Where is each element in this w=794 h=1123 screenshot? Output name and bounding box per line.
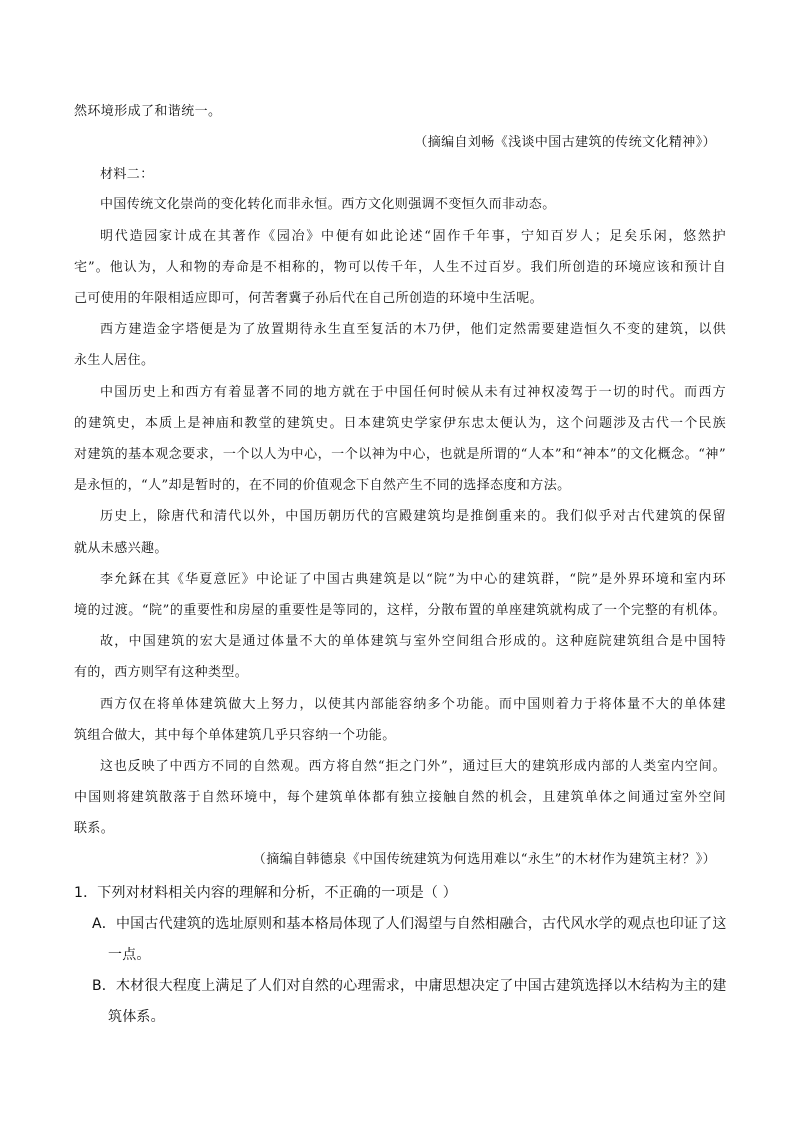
paragraph-line: 西方建造金字塔便是为了放置期待永生直至复活的木乃伊，他们定然需要建造恒久不变的建筑，以供 bbox=[100, 322, 726, 337]
paragraph-line: 己可使用的年限相适应即可，何苦奢冀子孙后代在自己所创造的环境中生活呢。 bbox=[74, 291, 544, 306]
paragraph-line: 是永恒的，“人”却是暂时的，在不同的价值观念下自然产生不同的选择态度和方法。 bbox=[74, 478, 571, 493]
paragraph-line: 然环境形成了和谐统一。 bbox=[74, 104, 222, 119]
paragraph-line: 境的过渡。“院”的重要性和房屋的重要性是等同的，这样，分散布置的单座建筑就构成了一个完整的有机体。 bbox=[74, 603, 726, 618]
paragraph-line: 明代造园家计成在其著作《园冶》中便有如此论述“固作千年事，宁知百岁人；足矣乐闲，悠然护 bbox=[100, 229, 726, 244]
source-citation: （摘编自刘畅《浅谈中国古建筑的传统文化精神》） bbox=[414, 135, 716, 150]
paragraph-line: 联系。 bbox=[74, 821, 115, 836]
option-b-line: B．木材很大程度上满足了人们对自然的心理需求，中庸思想决定了中国古建筑选择以木结构为主的建 bbox=[92, 978, 727, 994]
paragraph-line: 中国则将建筑散落于自然环境中，每个建筑单体都有独立接触自然的机会，且建筑单体之间通过室外空间 bbox=[74, 790, 726, 805]
paragraph-line: 西方仅在将单体建筑做大上努力，以使其内部能容纳多个功能。而中国则着力于将体量不大的单体建 bbox=[100, 697, 726, 712]
section-heading: 材料二： bbox=[100, 167, 154, 182]
source-citation: （摘编自韩德泉《中国传统建筑为何选用难以“永生”的木材作为建筑主材？》） bbox=[252, 852, 716, 867]
paragraph-line: 就从未感兴趣。 bbox=[74, 541, 168, 556]
option-a-line: 一点。 bbox=[108, 947, 151, 963]
paragraph-line: 有的，西方则罕有这种类型。 bbox=[74, 665, 249, 680]
paragraph-line: 对建筑的基本观念要求，一个以人为中心，一个以神为中心，也就是所谓的“人本”和“神本”的文化概念。“神” bbox=[74, 447, 726, 462]
paragraph-line: 李允鉌在其《华夏意匠》中论证了中国古典建筑是以“院”为中心的建筑群，“院”是外界环境和室内环 bbox=[100, 572, 726, 587]
question-stem: 1．下列对材料相关内容的理解和分析，不正确的一项是（ ） bbox=[74, 885, 457, 901]
paragraph-line: 这也反映了中西方不同的自然观。西方将自然“拒之门外”，通过巨大的建筑形成内部的人类室内空间。 bbox=[100, 759, 726, 774]
paragraph-line: 中国传统文化崇尚的变化转化而非永恒。西方文化则强调不变恒久而非动态。 bbox=[100, 197, 556, 212]
paragraph-line: 中国历史上和西方有着显著不同的地方就在于中国任何时候从未有过神权凌驾于一切的时代。而西方 bbox=[100, 385, 726, 400]
paragraph-line: 的建筑史，本质上是神庙和教堂的建筑史。日本建筑史学家伊东忠太便认为，这个问题涉及古代一个民族 bbox=[74, 416, 726, 431]
paragraph-line: 永生人居住。 bbox=[74, 353, 155, 368]
option-a-line: A．中国古代建筑的选址原则和基本格局体现了人们渴望与自然相融合，古代风水学的观点也印证了这 bbox=[92, 916, 727, 932]
option-b-line: 筑体系。 bbox=[108, 1009, 165, 1025]
paragraph-line: 筑组合做大，其中每个单体建筑几乎只容纳一个功能。 bbox=[74, 728, 396, 743]
paragraph-line: 故，中国建筑的宏大是通过体量不大的单体建筑与室外空间组合形成的。这种庭院建筑组合是中国特 bbox=[100, 634, 726, 649]
paragraph-line: 历史上，除唐代和清代以外，中国历朝历代的宫殿建筑均是推倒重来的。我们似乎对古代建筑的保留 bbox=[100, 509, 726, 524]
paragraph-line: 宅”。他认为，人和物的寿命是不相称的，物可以传千年，人生不过百岁。我们所创造的环境应该和预计自 bbox=[74, 260, 726, 275]
